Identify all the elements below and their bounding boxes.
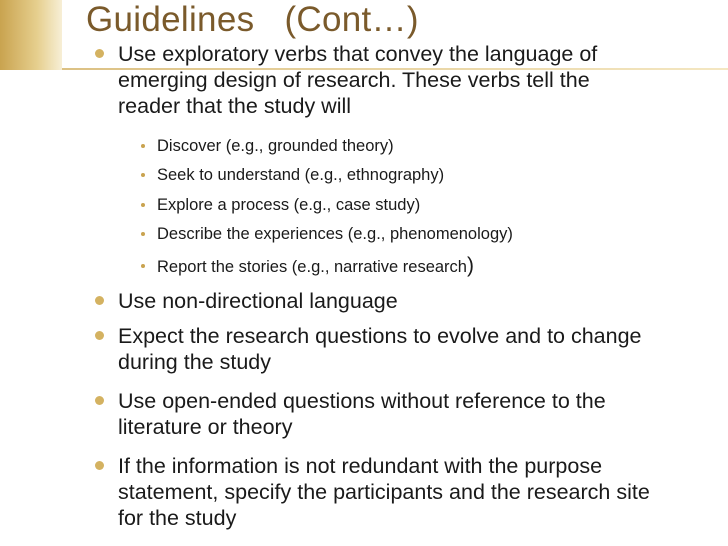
bullet-item [118, 323, 642, 375]
bullet-dot-icon [95, 396, 104, 405]
bullet-item [118, 288, 398, 314]
bullet-dot-icon [95, 49, 104, 58]
bullet-line: Use non-directional language [118, 289, 398, 313]
bullet-line: reader that the study will [118, 94, 352, 118]
sub-bullet-item: Report the stories (e.g., narrative research) [157, 256, 474, 277]
bullet-dot-icon [95, 461, 104, 470]
sub-bullet-item: Seek to understand (e.g., ethnography) [157, 165, 444, 185]
sub-bullet-dot-icon [141, 232, 145, 236]
bullet-line: emerging design of research. These verbs tell the [118, 68, 590, 92]
bullet-line: statement, specify the participants and the research site [118, 480, 650, 504]
bullet-line: literature or theory [118, 415, 293, 439]
sub-bullet-dot-icon [141, 264, 145, 268]
bullet-line: Use exploratory verbs that convey the language of [118, 42, 598, 66]
bullet-item [118, 41, 597, 119]
sub-bullet-item: Describe the experiences (e.g., phenomenology) [157, 224, 513, 244]
bullet-line: during the study [118, 350, 271, 374]
bullet-line: If the information is not redundant with the purpose [118, 454, 603, 478]
bullet-dot-icon [95, 296, 104, 305]
sub-bullet-item: Explore a process (e.g., case study) [157, 195, 420, 215]
bullet-dot-icon [95, 331, 104, 340]
slide-title: Guidelines (Cont…) [86, 0, 419, 39]
sub-bullet-dot-icon [141, 203, 145, 207]
bullet-line: Expect the research questions to evolve and to change [118, 324, 642, 348]
sub-bullet-dot-icon [141, 144, 145, 148]
bullet-item [118, 453, 650, 531]
bullet-line: Use open-ended questions without reference to the [118, 389, 606, 413]
sub-bullet-item: Discover (e.g., grounded theory) [157, 136, 394, 156]
sub-bullet-dot-icon [141, 173, 145, 177]
bullet-line: for the study [118, 506, 237, 530]
bullet-item [118, 388, 606, 440]
